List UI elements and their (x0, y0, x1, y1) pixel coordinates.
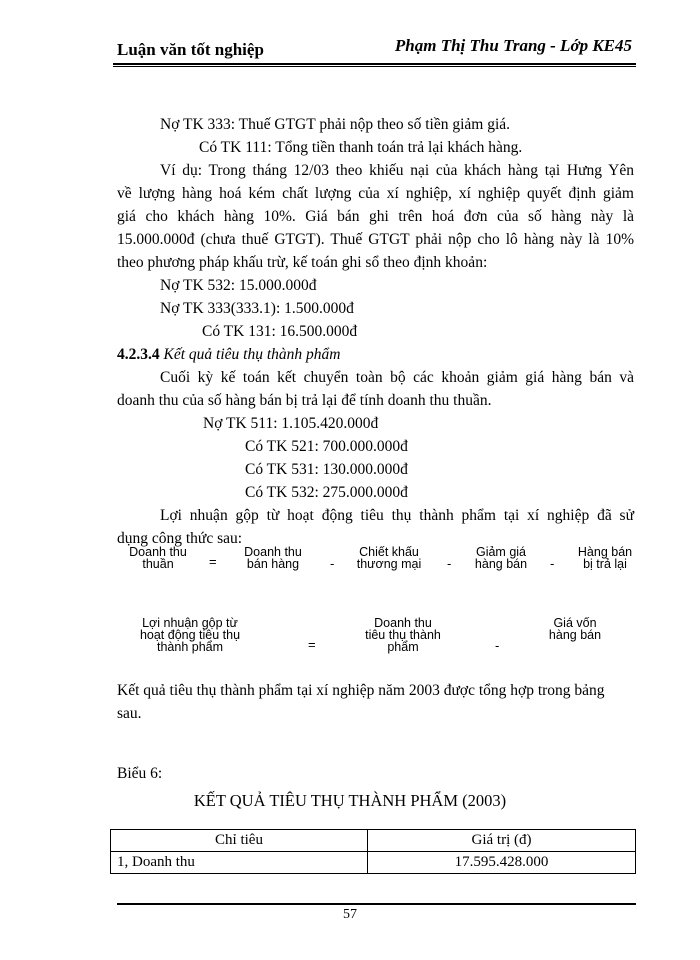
table-label: Biểu 6: (117, 765, 163, 782)
equals-sign: = (209, 554, 217, 569)
table-row (111, 852, 636, 874)
formula-text: tiêu thụ thành (365, 628, 441, 642)
body-line: doanh thu của số hàng bán bị trả lại để tính doanh thu thuần. (117, 392, 492, 409)
page-number: 57 (343, 907, 357, 922)
journal-entry: Nợ TK 532: 15.000.000đ (160, 277, 317, 294)
formula-text: Giảm giá (475, 545, 527, 559)
formula-text: hoạt động tiêu thụ (139, 628, 241, 642)
section-title: Kết quả tiêu thụ thành phẩm (163, 346, 341, 363)
body-line: về lượng hàng hoá kém chất lượng của xí nghiệp, xí nghiệp quyết định giảm (117, 185, 634, 202)
header-divider-thin (113, 66, 636, 67)
journal-entry: Có TK 531: 130.000.000đ (245, 461, 408, 478)
section-number: 4.2.3.4 (117, 346, 160, 363)
body-line: Kết quả tiêu thụ thành phẩm tại xí nghiệp năm 2003 được tổng hợp trong bảng (117, 682, 605, 699)
journal-entry: Có TK 521: 700.000.000đ (245, 438, 408, 455)
formula-text: thương mại (356, 557, 422, 571)
formula-term-net-revenue (110, 546, 206, 570)
formula-term-product-revenue (348, 617, 458, 653)
body-line: dụng công thức sau: (117, 530, 243, 547)
formula-term-sales-returns (564, 546, 646, 570)
journal-entry: Có TK 532: 275.000.000đ (245, 484, 408, 501)
journal-entry: Có TK 131: 16.500.000đ (202, 323, 358, 340)
formula-text: bị trả lại (583, 557, 627, 571)
table-header-row (111, 830, 636, 852)
formula-term-sales-allowance (462, 546, 540, 570)
formula-text: Doanh thu (244, 545, 302, 559)
body-line: 15.000.000đ (chưa thuế GTGT). Thuế GTGT phải nộp cho lô hàng này là 10% (117, 231, 634, 248)
table-cell: 1, Doanh thu (111, 852, 368, 874)
minus-sign: - (495, 638, 500, 653)
footer-divider (117, 903, 636, 905)
formula-term-trade-discount (345, 546, 433, 570)
formula-text: Chiết khấu (359, 545, 419, 559)
body-line: giá cho khách hàng 10%. Giá bán ghi trên hoá đơn của số hàng này là (117, 208, 634, 225)
formula-text: Hàng bán (577, 545, 633, 559)
formula-term-sales-revenue (230, 546, 316, 570)
header-thesis-title: Luận văn tốt nghiệp (117, 40, 264, 59)
formula-text: hàng bán (548, 628, 602, 642)
header-divider (113, 63, 636, 65)
body-line: theo phương pháp khấu trừ, kế toán ghi sổ theo định khoản: (117, 254, 488, 271)
section-heading (117, 346, 340, 364)
table-title: KẾT QUẢ TIÊU THỤ THÀNH PHẨM (2003) (193, 791, 507, 810)
formula-term-gross-profit (130, 617, 250, 653)
column-header: Giá trị (đ) (368, 830, 636, 852)
table-cell: 17.595.428.000 (368, 852, 636, 874)
formula-text: Giá vốn (553, 616, 597, 630)
minus-sign: - (550, 556, 555, 571)
body-line: sau. (117, 705, 142, 722)
formula-text: Doanh thu (374, 616, 432, 630)
body-line: Có TK 111: Tổng tiền thanh toán trả lại khách hàng. (199, 139, 523, 156)
journal-entry: Nợ TK 333(333.1): 1.500.000đ (160, 300, 354, 317)
minus-sign: - (330, 556, 335, 571)
column-header: Chỉ tiêu (111, 830, 368, 852)
body-line: Cuối kỳ kế toán kết chuyển toàn bộ các khoản giảm giá hàng bán và (160, 369, 634, 386)
formula-text: thành phẩm (156, 640, 224, 654)
minus-sign: - (447, 556, 452, 571)
formula-text: phẩm (387, 640, 419, 654)
formula-text: hàng bán (474, 557, 528, 571)
journal-entry: Nợ TK 511: 1.105.420.000đ (203, 415, 379, 432)
formula-text: Doanh thu (129, 545, 187, 559)
body-line: Lợi nhuận gộp từ hoạt động tiêu thụ thành phẩm tại xí nghiệp đã sử (160, 507, 634, 524)
formula-text: bán hàng (246, 557, 300, 571)
formula-text: thuần (142, 557, 174, 571)
formula-text: Lợi nhuận gộp từ (142, 616, 238, 630)
body-line: Nợ TK 333: Thuế GTGT phải nộp theo số tiền giảm giá. (160, 116, 511, 133)
results-table (110, 829, 636, 874)
formula-term-cogs (532, 617, 618, 641)
body-line: Ví dụ: Trong tháng 12/03 theo khiếu nại của khách hàng tại Hưng Yên (160, 162, 634, 179)
equals-sign: = (308, 637, 316, 652)
header-author: Phạm Thị Thu Trang - Lớp KE45 (394, 36, 632, 55)
